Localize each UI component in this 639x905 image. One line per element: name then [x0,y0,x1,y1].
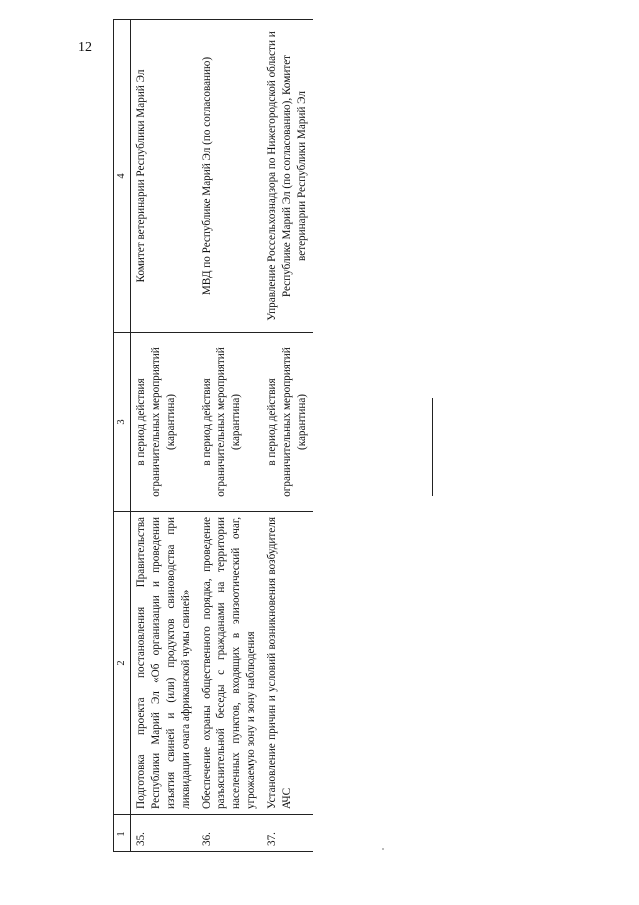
measures-table [113,19,313,852]
scan-artifact [382,848,384,850]
measure-text: Подготовка проекта постановления Правительства Республики Марий Эл «Об организации и проведении изъятия свиней и (или) продуктов свиноводства при ликвидации очага африканской чумы свиней» [130,512,196,815]
measure-executor: МВД по Республике Марий Эл (по согласованию) [197,20,263,333]
row-number: 36. [197,815,263,852]
measure-period: в период действия ограничительных мероприятий (карантина) [197,333,263,512]
column-header-1: 1 [114,815,131,852]
measure-period: в период действия ограничительных мероприятий (карантина) [130,333,196,512]
rotated-table-sheet [113,31,357,852]
table-row [130,20,196,852]
table-header-row [114,20,131,852]
column-header-4: 4 [114,20,131,333]
column-header-2: 2 [114,512,131,815]
measure-text: Обеспечение охраны общественного порядка, проведение разъяснительной беседы с гражданами на территории населенных пунктов, входящих в эпизоотический очаг, угрожаемую зону и зону наблюдения [197,512,263,815]
measure-period: в период действия ограничительных мероприятий (карантина) [262,333,313,512]
row-number: 37. [262,815,313,852]
page-number: 12 [78,40,92,55]
measure-executor: Управление Россельхознадзора по Нижегородской области и Республике Марий Эл (по согласованию), Комитет ветеринарии Республики Марий Эл [262,20,313,333]
row-number: 35. [130,815,196,852]
measure-executor: Комитет ветеринарии Республики Марий Эл [130,20,196,333]
end-of-document-line [432,398,433,496]
table-row [197,20,263,852]
table-row [262,20,313,852]
column-header-3: 3 [114,333,131,512]
measure-text: Установление причин и условий возникновения возбудителя АЧС [262,512,313,815]
